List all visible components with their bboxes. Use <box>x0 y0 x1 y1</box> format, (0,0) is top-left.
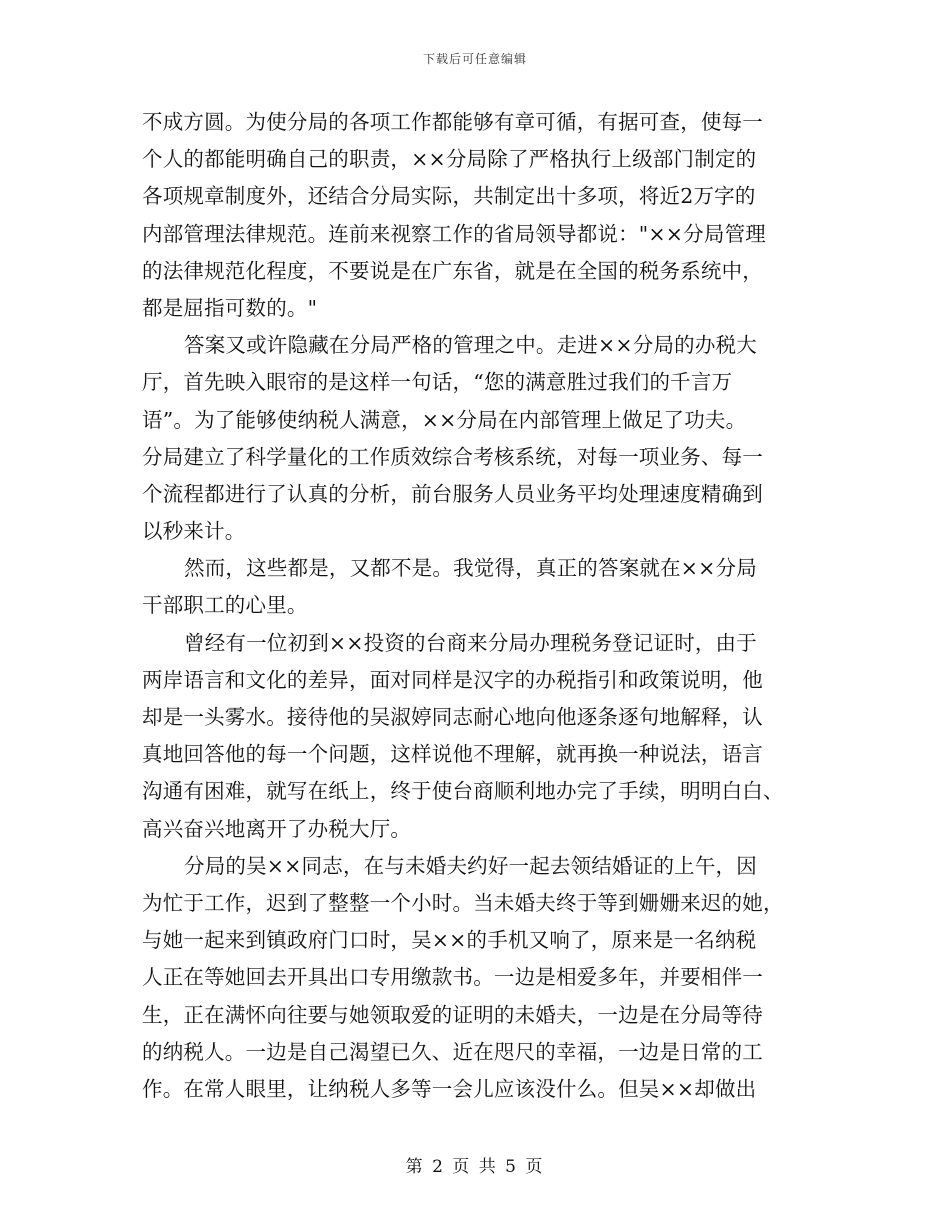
text-line: 与她一起来到镇政府门口时，吴××的手机又响了，原来是一名纳税 <box>142 928 757 953</box>
text-line: 厅，首先映入眼帘的是这样一句话，“您的满意胜过我们的千言万 <box>142 370 733 395</box>
text-line: 分局的吴××同志，在与未婚夫约好一起去领结婚证的上午，因 <box>184 853 757 878</box>
text-line: 干部职工的心里。 <box>142 593 308 618</box>
text-line: 的法律规范化程度，不要说是在广东省，就是在全国的税务系统中， <box>142 258 763 283</box>
page-header-note: 下载后可任意编辑 <box>422 52 527 66</box>
text-line: 作。在常人眼里，让纳税人多等一会儿应该没什么。但吴××却做出 <box>142 1076 757 1101</box>
text-line: 不成方圆。为使分局的各项工作都能够有章可循，有据可查，使每一 <box>142 110 763 134</box>
text-line: 内部管理法律规范。连前来视察工作的省局领导都说："××分局管理 <box>142 221 766 246</box>
text-line: 真地回答他的每一个问题，这样说他不理解，就再换一种说法，语言 <box>142 742 763 767</box>
text-line: 分局建立了科学量化的工作质效综合考核系统，对每一项业务、每一 <box>142 444 763 469</box>
text-line: 两岸语言和文化的差异，面对同样是汉字的办税指引和政策说明，他 <box>142 667 763 692</box>
text-line: 各项规章制度外，还结合分局实际，共制定出十多项，将近2万字的 <box>142 184 756 209</box>
text-line: 曾经有一位初到××投资的台商来分局办理税务登记证时，由于 <box>184 630 757 655</box>
page-number: 第 2 页 共 5 页 <box>405 1157 545 1177</box>
text-line: 的纳税人。一边是自己渴望已久、近在咫尺的幸福，一边是日常的工 <box>142 1039 763 1064</box>
text-line: 答案又或许隐藏在分局严格的管理之中。走进××分局的办税大 <box>184 333 757 358</box>
text-line: 却是一头雾水。接待他的吴淑婷同志耐心地向他逐条逐句地解释，认 <box>142 705 763 729</box>
text-line: 为忙于工作，迟到了整整一个小时。当未婚夫终于等到姗姗来迟的她， <box>142 890 784 915</box>
text-line: 个人的都能明确自己的职责，××分局除了严格执行上级部门制定的 <box>142 147 757 172</box>
text-line: 沟通有困难，就写在纸上，终于使台商顺利地办完了手续，明明白白、 <box>142 779 784 804</box>
document-body <box>142 104 810 1108</box>
text-line: 高兴奋兴地离开了办税大厅。 <box>142 816 412 841</box>
text-line: 生，正在满怀向往要与她领取爱的证明的未婚夫，一边是在分局等待 <box>142 1002 763 1027</box>
text-line: 都是屈指可数的。" <box>142 295 318 320</box>
text-line: 人正在等她回去开具出口专用缴款书。一边是相爱多年，并要相伴一 <box>142 965 763 990</box>
text-line: 个流程都进行了认真的分析，前台服务人员业务平均处理速度精确到 <box>142 481 763 506</box>
text-line: 以秒来计。 <box>142 519 246 544</box>
text-line: 语”。为了能够使纳税人满意，××分局在内部管理上做足了功夫。 <box>142 407 747 432</box>
text-line: 然而，这些都是，又都不是。我觉得，真正的答案就在××分局 <box>184 556 757 581</box>
